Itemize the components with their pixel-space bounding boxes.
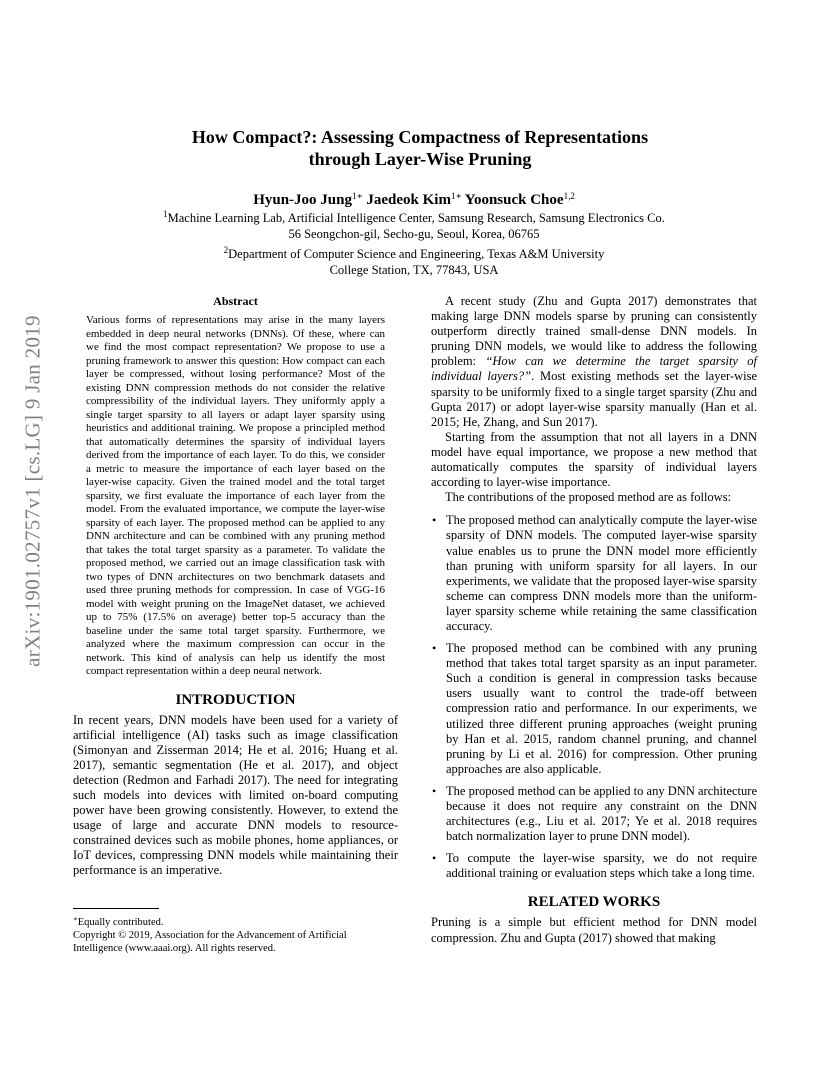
- affiliation-3-text: Department of Computer Science and Engineering, Texas A&M University: [228, 247, 605, 261]
- affiliation-line-3: [100, 242, 728, 262]
- abstract-text: Various forms of representations may arise in the many layers embedded in deep neural networks (DNNs). Of these, where can we find the most compact representation? We propose to use a pruning framework to answer this question: How compact can each layer be compressed, without losing performance? Most of the existing DNN compression methods do not consider the relative compressibility of the individual layers. They uniformly apply a single target sparsity to all layers or adapt layer sparsity using heuristics and additional training. We propose a principled method that automatically determines the sparsity of individual layers derived from the importance of each layer. To do this, we consider a metric to measure the importance of each layer based on the layer-wise capacity. Given the trained model and the total target sparsity, we first evaluate the importance of each layer from the model. From the evaluated importance, we compute the layer-wise sparsity of each layer. The proposed method can be applied to any DNN architecture and can be combined with any pruning method that takes the total target sparsity as a parameter. To validate the proposed method, we carried out an image classification task with two types of DNN architectures on two benchmark datasets and used three pruning methods for compression. In case of VGG-16 model with weight pruning on the ImageNet dataset, we achieved up to 75% (17.5% on average) better top-5 accuracy than the baseline under the same total target sparsity. Furthermore, we analyzed where the maximum compression can occur in the network. This kind of analysis can help us identify the most compact representation within a deep neural network.: [86, 314, 385, 677]
- related-works-text: Pruning is a simple but efficient method for DNN model compression. Zhu and Gupta (2017) showed that making: [431, 915, 757, 945]
- research-question-quote: “How can we determine the target sparsity of individual layers?”: [431, 354, 757, 384]
- contribution-item: [431, 641, 757, 777]
- left-column: [73, 294, 398, 879]
- related-works-heading: RELATED WORKS: [527, 894, 661, 911]
- bullet-dot: •: [432, 513, 437, 528]
- right-paragraph-2: Starting from the assumption that not all layers in a DNN model have equal importance, we propose a new method that automatically computes the sparsity of individual layers according to layer-wise importance.: [431, 429, 757, 490]
- affiliation-line-4: [100, 262, 728, 278]
- affiliation-4-text: College Station, TX, 77843, USA: [329, 263, 499, 277]
- affiliation-1-text: Machine Learning Lab, Artificial Intelligence Center, Samsung Research, Samsung Electronics Co.: [167, 211, 665, 225]
- contributions-list: [431, 513, 757, 881]
- author-2-name: Jaedeok Kim: [366, 192, 451, 208]
- author-2-mark: 1∗: [450, 191, 462, 201]
- footnote-rule: [73, 908, 159, 909]
- contribution-text: The proposed method can be applied to any DNN architecture because it does not require any constraint on the DNN architectures (e.g., Liu et al. 2017; Ye et al. 2018 requires batch normalization layer to prune DNN model).: [446, 783, 757, 844]
- footnote-mark: ∗: [73, 915, 78, 923]
- contribution-item: [431, 784, 757, 844]
- arxiv-identifier-text: arXiv:1901.02757v1 [cs.LG] 9 Jan 2019: [20, 315, 45, 667]
- title-line-1: How Compact?: Assessing Compactness of Representations: [191, 127, 649, 147]
- author-3-mark: 1,2: [563, 191, 575, 201]
- introduction-text: In recent years, DNN models have been used for a variety of artificial intelligence (AI) tasks such as image classification (Simonyan and Zisserman 2014; He et al. 2016; Huang et al. 2017), semantic segmentation (He et al. 2017), and object detection (Redmon and Farhadi 2017). The need for integrating such models into devices with limited on-board computing power have been growing consistently. However, to extend the usage of large and accurate DNN models to resource-constrained devices such as mobile phones, home appliances, or IoT devices, compressing DNN models while maintaining their performance is an imperative.: [73, 712, 398, 878]
- affiliation-line-2: [100, 226, 728, 242]
- affiliation-3-mark: 2: [223, 245, 229, 255]
- introduction-heading: INTRODUCTION: [175, 691, 296, 708]
- right-column: [431, 294, 757, 946]
- right-paragraph-1-start: A recent study (Zhu and Gupta 2017) demonstrates that making large DNN models sparse by pruning can consistently outperform directly trained small-dense DNN models. In pruning DNN models, we would like to address the following problem:: [431, 294, 757, 369]
- paper-title: [120, 126, 720, 170]
- affiliation-2-text: 56 Seongchon-gil, Secho-gu, Seoul, Korea, 06765: [288, 227, 540, 241]
- contribution-text: The proposed method can be combined with any pruning method that takes total target sparsity as an input parameter. Such a condition is general in compression tasks because users usually want to control the trade-off between compression ratio and performance. In our experiments, we utilized three different pruning approaches (weight pruning by Han et al. 2015, random channel pruning, and channel pruning by Li et al. 2016) for compression. Other pruning approaches are also applicable.: [446, 641, 757, 776]
- footnote-equal-contribution: [73, 913, 398, 929]
- bullet-dot: •: [432, 851, 437, 866]
- bullet-dot: •: [432, 783, 437, 798]
- title-line-2: through Layer-Wise Pruning: [308, 149, 532, 169]
- author-3-name: Yoonsuck Choe: [464, 192, 564, 208]
- abstract-heading: Abstract: [213, 294, 258, 308]
- contribution-item: [431, 851, 757, 881]
- contribution-item: [431, 513, 757, 634]
- bullet-dot: •: [432, 641, 437, 656]
- right-paragraph-1-end: . Most existing methods set the layer-wise sparsity to be uniformly fixed to a single target sparsity (Zhu and Gupta 2017) or adopt layer-wise sparsity manually (Han et al. 2015; He, Zhang, and Sun 2017).: [431, 369, 757, 429]
- footnote-text: Equally contributed.: [77, 917, 164, 928]
- contribution-text: The proposed method can analytically compute the layer-wise sparsity of DNN models. The computed layer-wise sparsity value enables us to prune the DNN model more efficiently than pruning with uniform sparsity for all layers. In our experiments, we validate that the proposed layer-wise sparsity scheme can compress DNN models more than the uniform-layer sparsity scheme while retaining the same classification accuracy.: [446, 513, 757, 633]
- affiliation-line-1: [100, 206, 728, 226]
- affiliation-1-mark: 1: [163, 209, 168, 219]
- contribution-text: To compute the layer-wise sparsity, we do not require additional training or evaluation steps which take a long time.: [446, 851, 757, 881]
- right-paragraph-3: The contributions of the proposed method are as follows:: [445, 490, 732, 505]
- footnote-area: [73, 908, 398, 955]
- affiliations: [100, 206, 728, 278]
- arxiv-identifier-stamp: [14, 298, 52, 684]
- author-1-mark: 1∗: [351, 191, 363, 201]
- copyright-notice: Copyright © 2019, Association for the Advancement of Artificial Intelligence (www.aaai.org). All rights reserved.: [73, 930, 347, 954]
- right-paragraph-1: [431, 294, 757, 430]
- author-1-name: Hyun-Joo Jung: [253, 192, 352, 208]
